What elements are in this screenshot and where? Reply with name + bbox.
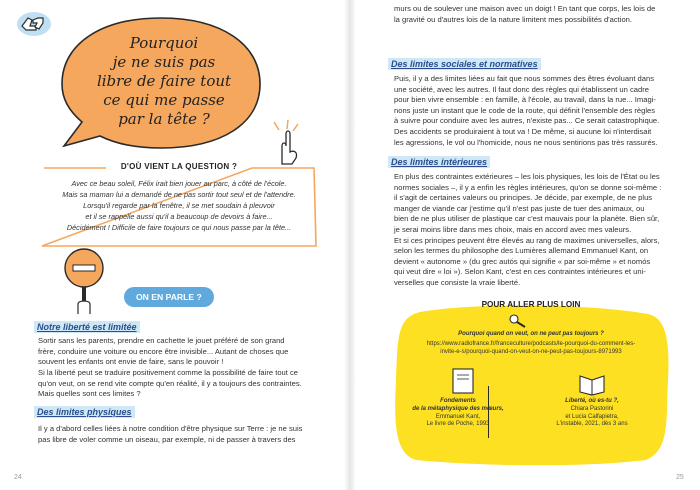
no-entry-sign-icon: [56, 246, 112, 316]
text-line: devient « autonome » (du grec autós qui signifie « par soi-même » et nomós: [394, 256, 651, 266]
title-line: libre de faire tout: [96, 72, 232, 90]
book2-title: Liberté, où es-tu ?,: [565, 398, 619, 404]
pointing-hand-icon: [268, 118, 304, 168]
text-line: frère, conduire une voiture ou encore être invisible... Autant de choses que: [38, 346, 289, 356]
book1-title-line: Fondements: [440, 398, 476, 404]
further-reading-box: [390, 300, 672, 468]
text-line: la gravité ou d'autres lois de la nature limitent mes possibilités d'action.: [394, 14, 633, 24]
text-line: Si la liberté peut se traduire positivement comme la possibilité de faire tout ce: [38, 368, 299, 377]
text-line: les agressions, le vol ou l'homicide, nous ne nous sentirions pas très rassurés.: [394, 137, 658, 147]
text-line: nons juste un instant que le code de la route, qui définit l'ensemble des règles: [394, 105, 656, 115]
text-line: Mais quelles sont ces limites ?: [38, 389, 141, 399]
title-line: ce qui me passe: [103, 91, 225, 109]
text-line: En plus des contraintes extérieures – les lois physiques, les lois de l'État ou les: [394, 172, 660, 181]
open-book-icon: [578, 368, 606, 396]
further-reading-title: POUR ALLER PLUS LOIN: [481, 300, 581, 309]
section3-paragraph: [394, 74, 686, 148]
page-number: 25: [676, 474, 684, 481]
text-line: Sortir sans les parents, prendre en cachette le jouet préféré de son grand: [38, 336, 285, 345]
title-line: je ne suis pas: [112, 53, 216, 71]
question-line: Mais sa maman lui a demandé de ne pas sortir tout seul et de l'attendre.: [62, 190, 296, 200]
section1-paragraph2: [38, 368, 330, 400]
book-icon: [450, 366, 476, 396]
text-line: manger de viande car j'estime qu'il n'est pas juste de tuer des animaux, ou: [394, 203, 645, 213]
section-title-sociales: Des limites sociales et normatives: [388, 58, 541, 70]
question-text: [44, 178, 314, 233]
section1-paragraph1: [38, 336, 330, 368]
text-line: Il y a d'abord celles liées à notre condition d'être physique sur Terre : je ne suis: [38, 424, 303, 433]
question-line: Avec ce beau soleil, Félix irait bien jouer au parc, à côté de l'école.: [71, 179, 287, 188]
book2-reference: [530, 398, 654, 429]
url-line[interactable]: invite-e-s/pourquoi-quand-on-veut-on-ne-peut-pas-toujours-8971993: [440, 348, 622, 355]
right-page: [350, 0, 700, 490]
url-line[interactable]: https://www.radiofrance.fr/franceculture/podcasts/le-pourquoi-du-comment-les-: [426, 341, 636, 347]
text-line: bien de ne plus utiliser de plastique car c'est mauvais pour la planète. Bien sûr,: [394, 214, 660, 224]
intro-paragraph: [394, 4, 686, 25]
question-line: Lorsqu'il regarde par la fenêtre, il se met soudain à pleuvoir: [83, 201, 275, 211]
text-line: Puis, il y a des limites liées au fait que nous sommes des êtres évoluant dans: [394, 74, 655, 83]
question-line: Décidément ! Difficile de faire toujours ce qui nous passe par la tête...: [66, 223, 292, 233]
title-speech-bubble: [56, 14, 266, 154]
section-title-physiques: Des limites physiques: [34, 406, 135, 418]
question-box: [36, 162, 322, 252]
book1-publisher: Le livre de Poche, 1993: [426, 421, 490, 428]
book-gutter: [344, 0, 356, 490]
text-line: à suivre pour conduire avec les autres, n'existe pas... Ce serait catastrophique.: [394, 116, 660, 126]
text-line: il s'agit de certaines valeurs ou principes. Je décide, par exemple, de ne plus: [394, 193, 653, 203]
text-line: souvent les enfants ont envie de faire, sans le pouvoir !: [38, 357, 224, 367]
book2-publisher: L'instable, 2021, dès 3 ans: [556, 421, 628, 428]
title-line: Pourquoi: [129, 34, 199, 52]
book1-reference: [402, 398, 514, 429]
text-line: murs ou de soulever une maison avec un doigt ! En tant que corps, les lois de: [394, 4, 656, 13]
text-line: Des accidents se produiraient à tout va ! De même, si aucune loi n'interdisait: [394, 126, 652, 136]
book1-title-line: de la métaphysique des mœurs,: [412, 405, 504, 412]
book2-author2: et Lucia Calfapietra,: [565, 413, 619, 420]
text-line: pas libre de voler comme un oiseau, par exemple, ni de passer à travers des: [38, 434, 296, 444]
text-line: pour bien vivre ensemble : en famille, à l'école, au travail, dans la rue... Imagi-: [394, 95, 656, 105]
text-line: une société, avec les autres. Il faut donc des règles qui établissent un cadre: [394, 84, 649, 94]
title-line: par la tête ?: [118, 110, 210, 128]
question-line: et il se rappelle aussi qu'il a beaucoup de devoirs à faire...: [85, 212, 273, 222]
section-title-liberte: Notre liberté est limitée: [34, 321, 140, 333]
section2-paragraph: [38, 424, 330, 445]
text-line: qui veut dire « loi »). Selon Kant, c'est en ces contraintes intérieures et uni-: [394, 267, 646, 277]
text-line: Et si ces principes peuvent être élevés au rang de maximes universelles, alors,: [394, 235, 660, 245]
section4-paragraph: [394, 172, 686, 289]
text-line: selon les termes du philosophe des Lumières allemand Emmanuel Kant, on: [394, 246, 649, 256]
podcast-link[interactable]: [400, 341, 662, 357]
page-number: 24: [14, 474, 22, 481]
section-title-interieures: Des limites intérieures: [388, 156, 490, 168]
text-line: je serai moins libre dans mes choix, mais en accord avec mes valeurs.: [394, 224, 632, 234]
book1-author: Emmanuel Kant,: [435, 413, 481, 420]
microphone-icon: [508, 313, 530, 329]
podcast-title: Pourquoi quand on veut, on ne peut pas toujours ?: [458, 331, 604, 337]
question-title: D'OÙ VIENT LA QUESTION ?: [120, 162, 238, 171]
text-line: qu'on veut, on se rend vite compte qu'en réalité, il y a toujours des contraintes.: [38, 378, 302, 388]
thumbs-icon: [14, 8, 52, 38]
text-line: verselles que consiste la vraie liberté.: [394, 277, 521, 287]
title-text: [76, 34, 252, 129]
book2-author: Chiara Pastorini: [570, 405, 614, 412]
on-en-parle-badge: ON EN PARLE ?: [124, 287, 214, 307]
text-line: normes sociales –, il y a enfin les règles intérieures, qu'on se donne soi-même :: [394, 182, 662, 192]
